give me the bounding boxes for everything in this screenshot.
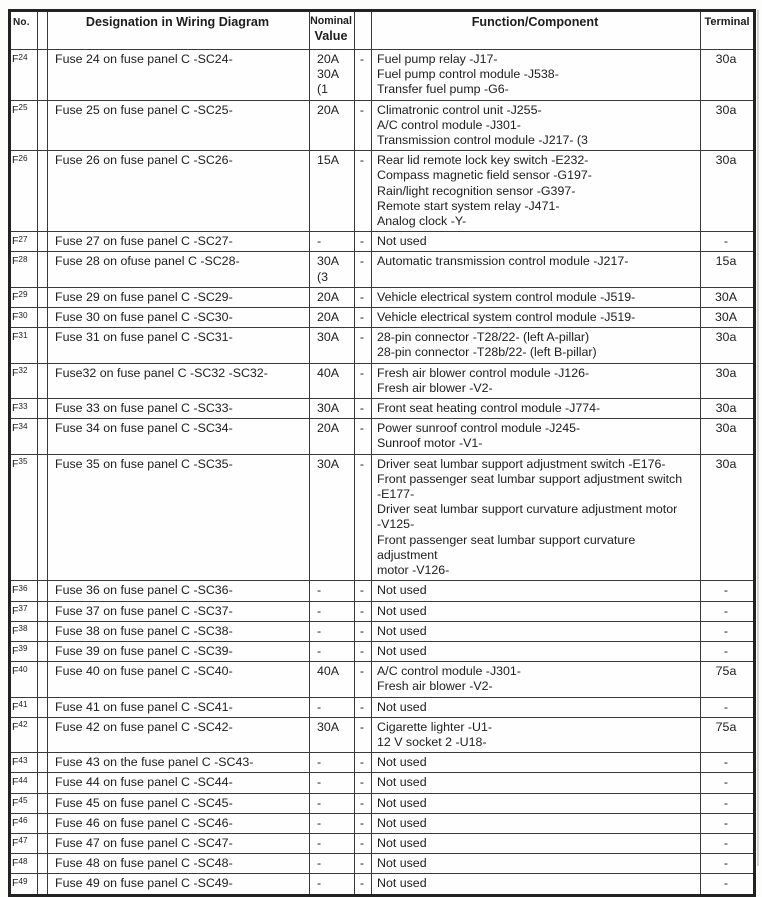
spacer-cell [38, 308, 48, 328]
table-row [10, 601, 755, 621]
spacer-cell [38, 399, 48, 419]
function-cell: Not used [372, 833, 701, 853]
terminal-cell: 30a [701, 454, 755, 581]
function-cell: Rear lid remote lock key switch -E232- Compass magnetic field sensor -G197- Rain/light recognition sensor -G397- Remote start system relay -J471- Analog clock -Y- [372, 151, 701, 232]
separator-cell: - [355, 399, 372, 419]
fuse-no-cell [10, 252, 38, 287]
fuse-no-prefix: F [12, 290, 19, 303]
nominal-value-cell: 30A [310, 328, 355, 363]
separator-cell: - [355, 753, 372, 773]
nominal-value-cell: 40A [310, 662, 355, 697]
spacer-cell [38, 601, 48, 621]
designation-cell: Fuse 27 on fuse panel C -SC27- [48, 232, 310, 252]
designation-cell: Fuse 39 on fuse panel C -SC39- [48, 641, 310, 661]
fuse-no-prefix: F [12, 700, 19, 713]
separator-cell: - [355, 328, 372, 363]
fuse-no-number: 28 [18, 254, 28, 264]
fuse-no-prefix: F [12, 665, 19, 678]
function-cell: Not used [372, 854, 701, 874]
fuse-no-cell [10, 717, 38, 752]
fuse-no-number: 44 [18, 775, 28, 785]
nominal-value-cell: - [310, 641, 355, 661]
fuse-no-number: 25 [18, 103, 28, 113]
designation-cell: Fuse 28 on ofuse panel C -SC28- [48, 252, 310, 287]
nominal-value-cell: - [310, 773, 355, 793]
table-row [10, 621, 755, 641]
table-row [10, 399, 755, 419]
nominal-value-cell: - [310, 753, 355, 773]
separator-cell: - [355, 662, 372, 697]
fuse-no-prefix: F [12, 53, 19, 65]
terminal-cell: 75a [701, 662, 755, 697]
table-row [10, 50, 755, 101]
fuse-no-prefix: F [12, 235, 19, 248]
designation-cell: Fuse 26 on fuse panel C -SC26- [48, 151, 310, 232]
table-row [10, 100, 755, 151]
spacer-cell [38, 287, 48, 307]
fuse-no-number: 40 [18, 664, 28, 674]
table-row [10, 252, 755, 287]
fuse-no-prefix: F [12, 836, 19, 849]
spacer-cell [38, 100, 48, 151]
nominal-value-cell: - [310, 813, 355, 833]
fuse-no-prefix: F [12, 644, 19, 657]
terminal-cell: - [701, 621, 755, 641]
table-row [10, 581, 755, 601]
designation-cell: Fuse 31 on fuse panel C -SC31- [48, 328, 310, 363]
separator-cell: - [355, 308, 372, 328]
separator-cell: - [355, 601, 372, 621]
spacer-cell [38, 328, 48, 363]
separator-cell: - [355, 854, 372, 874]
terminal-cell: - [701, 601, 755, 621]
fuse-no-prefix: F [12, 331, 19, 344]
nominal-value-cell: 30A [310, 717, 355, 752]
spacer-cell [38, 793, 48, 813]
fuse-no-prefix: F [12, 457, 19, 470]
spacer-cell [38, 874, 48, 895]
spacer-cell [38, 813, 48, 833]
terminal-cell: 30a [701, 419, 755, 454]
function-cell: Not used [372, 753, 701, 773]
designation-cell: Fuse 41 on fuse panel C -SC41- [48, 697, 310, 717]
function-cell: Not used [372, 874, 701, 895]
fuse-no-cell [10, 287, 38, 307]
designation-cell: Fuse 42 on fuse panel C -SC42- [48, 717, 310, 752]
function-cell: Not used [372, 773, 701, 793]
spacer-cell [38, 717, 48, 752]
header-separator [355, 11, 372, 50]
fuse-no-cell [10, 100, 38, 151]
nominal-value-cell: 20A [310, 419, 355, 454]
fuse-no-cell [10, 419, 38, 454]
fuse-assignment-table [8, 9, 756, 897]
fuse-no-number: 35 [18, 457, 28, 467]
separator-cell: - [355, 717, 372, 752]
fuse-no-prefix: F [12, 103, 19, 116]
table-header [10, 11, 755, 50]
fuse-no-cell [10, 697, 38, 717]
fuse-no-cell [10, 363, 38, 398]
function-cell: Not used [372, 581, 701, 601]
table-row [10, 697, 755, 717]
nominal-value-cell: 40A [310, 363, 355, 398]
header-spacer [38, 11, 48, 50]
fuse-no-cell [10, 621, 38, 641]
terminal-cell: 30a [701, 50, 755, 101]
fuse-no-number: 31 [18, 330, 28, 340]
fuse-no-number: 45 [18, 796, 28, 806]
fuse-no-number: 38 [18, 624, 28, 634]
header-no: No. [10, 11, 38, 50]
terminal-cell: - [701, 697, 755, 717]
fuse-no-prefix: F [12, 402, 19, 415]
fuse-no-prefix: F [12, 366, 19, 379]
function-cell: Vehicle electrical system control module -J519- [372, 287, 701, 307]
designation-cell: Fuse 38 on fuse panel C -SC38- [48, 621, 310, 641]
function-cell: 28-pin connector -T28/22- (left A-pillar) 28-pin connector -T28b/22- (left B-pillar) [372, 328, 701, 363]
fuse-no-prefix: F [12, 816, 19, 829]
spacer-cell [38, 363, 48, 398]
function-cell: Not used [372, 601, 701, 621]
nominal-value-cell: 20A [310, 287, 355, 307]
table-row [10, 717, 755, 752]
fuse-no-number: 41 [18, 700, 28, 710]
designation-cell: Fuse 40 on fuse panel C -SC40- [48, 662, 310, 697]
function-cell: Fresh air blower control module -J126- Fresh air blower -V2- [372, 363, 701, 398]
designation-cell: Fuse 25 on fuse panel C -SC25- [48, 100, 310, 151]
fuse-no-number: 42 [18, 720, 28, 730]
fuse-no-number: 34 [18, 421, 28, 431]
fuse-no-prefix: F [12, 756, 19, 769]
fuse-no-cell [10, 773, 38, 793]
fuse-no-cell [10, 308, 38, 328]
spacer-cell [38, 773, 48, 793]
fuse-no-cell [10, 50, 38, 101]
fuse-no-number: 46 [18, 816, 28, 826]
table-row [10, 454, 755, 581]
terminal-cell: - [701, 874, 755, 895]
nominal-value-cell: 15A [310, 151, 355, 232]
designation-cell: Fuse 49 on fuse panel C -SC49- [48, 874, 310, 895]
fuse-no-number: 33 [18, 401, 28, 411]
fuse-no-number: 24 [18, 52, 28, 62]
spacer-cell [38, 641, 48, 661]
separator-cell: - [355, 232, 372, 252]
fuse-no-cell [10, 854, 38, 874]
terminal-cell: 30a [701, 151, 755, 232]
page-edge-artifact [757, 10, 759, 866]
fuse-no-number: 29 [18, 290, 28, 300]
function-cell: Automatic transmission control module -J217- [372, 252, 701, 287]
fuse-no-cell [10, 641, 38, 661]
fuse-no-cell [10, 833, 38, 853]
separator-cell: - [355, 773, 372, 793]
separator-cell: - [355, 50, 372, 101]
table-row [10, 419, 755, 454]
fuse-no-prefix: F [12, 311, 19, 324]
table-row [10, 753, 755, 773]
table-row [10, 308, 755, 328]
designation-cell: Fuse 34 on fuse panel C -SC34- [48, 419, 310, 454]
table-row [10, 874, 755, 895]
spacer-cell [38, 50, 48, 101]
nominal-value-cell: - [310, 581, 355, 601]
function-cell: Not used [372, 621, 701, 641]
table-row [10, 363, 755, 398]
fuse-no-prefix: F [12, 624, 19, 637]
fuse-no-cell [10, 601, 38, 621]
fuse-no-prefix: F [12, 154, 19, 167]
fuse-no-prefix: F [12, 796, 19, 809]
function-cell: Not used [372, 232, 701, 252]
nominal-value-cell: 20A [310, 100, 355, 151]
fuse-no-cell [10, 399, 38, 419]
separator-cell: - [355, 419, 372, 454]
spacer-cell [38, 833, 48, 853]
designation-cell: Fuse 44 on fuse panel C -SC44- [48, 773, 310, 793]
fuse-no-number: 37 [18, 604, 28, 613]
fuse-no-number: 36 [18, 583, 28, 593]
spacer-cell [38, 854, 48, 874]
spacer-cell [38, 662, 48, 697]
function-cell: Cigarette lighter -U1- 12 V socket 2 -U18- [372, 717, 701, 752]
fuse-no-prefix: F [12, 584, 19, 597]
fuse-no-number: 26 [18, 153, 28, 163]
fuse-no-number: 47 [18, 836, 28, 846]
spacer-cell [38, 753, 48, 773]
fuse-no-cell [10, 753, 38, 773]
header-nominal-value [310, 11, 355, 50]
fuse-no-number: 43 [18, 755, 28, 765]
function-cell: Not used [372, 641, 701, 661]
separator-cell: - [355, 100, 372, 151]
fuse-no-prefix: F [12, 776, 19, 789]
separator-cell: - [355, 833, 372, 853]
fuse-no-prefix: F [12, 857, 19, 870]
spacer-cell [38, 419, 48, 454]
designation-cell: Fuse 46 on fuse panel C -SC46- [48, 813, 310, 833]
header-nominal-line1: Nominal [310, 15, 352, 27]
terminal-cell: 30a [701, 363, 755, 398]
nominal-value-cell: - [310, 601, 355, 621]
terminal-cell: 75a [701, 717, 755, 752]
spacer-cell [38, 232, 48, 252]
terminal-cell: 15a [701, 252, 755, 287]
nominal-value-cell: - [310, 833, 355, 853]
separator-cell: - [355, 641, 372, 661]
nominal-value-cell: - [310, 793, 355, 813]
table-row [10, 813, 755, 833]
fuse-no-number: 32 [18, 366, 28, 376]
designation-cell: Fuse 29 on fuse panel C -SC29- [48, 287, 310, 307]
designation-cell: Fuse 35 on fuse panel C -SC35- [48, 454, 310, 581]
spacer-cell [38, 621, 48, 641]
table-row [10, 151, 755, 232]
spacer-cell [38, 252, 48, 287]
designation-cell: Fuse 43 on the fuse panel C -SC43- [48, 753, 310, 773]
nominal-value-cell: - [310, 854, 355, 874]
fuse-no-number: 27 [18, 234, 28, 244]
separator-cell: - [355, 793, 372, 813]
terminal-cell: 30a [701, 100, 755, 151]
fuse-no-prefix: F [12, 255, 19, 268]
function-cell: A/C control module -J301- Fresh air blower -V2- [372, 662, 701, 697]
designation-cell: Fuse 36 on fuse panel C -SC36- [48, 581, 310, 601]
terminal-cell: - [701, 581, 755, 601]
table-row [10, 662, 755, 697]
header-designation: Designation in Wiring Diagram [48, 11, 310, 50]
designation-cell: Fuse 47 on fuse panel C -SC47- [48, 833, 310, 853]
function-cell: Not used [372, 793, 701, 813]
terminal-cell: 30a [701, 399, 755, 419]
fuse-no-cell [10, 581, 38, 601]
fuse-no-cell [10, 874, 38, 895]
fuse-no-prefix: F [12, 422, 19, 435]
function-cell: Vehicle electrical system control module -J519- [372, 308, 701, 328]
spacer-cell [38, 151, 48, 232]
separator-cell: - [355, 874, 372, 895]
table-row [10, 773, 755, 793]
fuse-no-number: 30 [18, 310, 28, 320]
table-row [10, 328, 755, 363]
designation-cell: Fuse 48 on fuse panel C -SC48- [48, 854, 310, 874]
table-row [10, 833, 755, 853]
table-row [10, 793, 755, 813]
function-cell: Not used [372, 697, 701, 717]
separator-cell: - [355, 813, 372, 833]
function-cell: Not used [372, 813, 701, 833]
header-nominal-line2: Value [314, 29, 348, 44]
fuse-no-prefix: F [12, 720, 19, 733]
terminal-cell: - [701, 773, 755, 793]
nominal-value-cell: 30A [310, 454, 355, 581]
function-cell: Front seat heating control module -J774- [372, 399, 701, 419]
separator-cell: - [355, 287, 372, 307]
fuse-no-cell [10, 328, 38, 363]
terminal-cell: - [701, 854, 755, 874]
fuse-table-body [10, 50, 755, 896]
terminal-cell: 30A [701, 308, 755, 328]
function-cell: Power sunroof control module -J245- Sunroof motor -V1- [372, 419, 701, 454]
fuse-no-cell [10, 454, 38, 581]
fuse-no-prefix: F [12, 877, 19, 890]
nominal-value-cell: - [310, 232, 355, 252]
designation-cell: Fuse 24 on fuse panel C -SC24- [48, 50, 310, 101]
fuse-no-cell [10, 793, 38, 813]
spacer-cell [38, 697, 48, 717]
terminal-cell: - [701, 793, 755, 813]
separator-cell: - [355, 363, 372, 398]
fuse-no-number: 39 [18, 644, 28, 654]
fuse-no-number: 49 [18, 876, 28, 886]
designation-cell: Fuse32 on fuse panel C -SC32 -SC32- [48, 363, 310, 398]
terminal-cell: - [701, 813, 755, 833]
fuse-no-cell [10, 813, 38, 833]
table-row [10, 641, 755, 661]
terminal-cell: 30a [701, 328, 755, 363]
terminal-cell: - [701, 232, 755, 252]
table-row [10, 232, 755, 252]
terminal-cell: - [701, 833, 755, 853]
separator-cell: - [355, 151, 372, 232]
function-cell: Climatronic control unit -J255- A/C control module -J301- Transmission control module -J217- (3 [372, 100, 701, 151]
nominal-value-cell: - [310, 621, 355, 641]
designation-cell: Fuse 30 on fuse panel C -SC30- [48, 308, 310, 328]
separator-cell: - [355, 621, 372, 641]
spacer-cell [38, 454, 48, 581]
nominal-value-cell: 20A 30A (1 [310, 50, 355, 101]
fuse-no-prefix: F [12, 604, 19, 617]
fuse-no-cell [10, 151, 38, 232]
function-cell: Fuel pump relay -J17- Fuel pump control module -J538- Transfer fuel pump -G6- [372, 50, 701, 101]
header-function: Function/Component [372, 11, 701, 50]
separator-cell: - [355, 581, 372, 601]
nominal-value-cell: 30A (3 [310, 252, 355, 287]
designation-cell: Fuse 33 on fuse panel C -SC33- [48, 399, 310, 419]
spacer-cell [38, 581, 48, 601]
fuse-no-cell [10, 232, 38, 252]
function-cell: Driver seat lumbar support adjustment switch -E176- Front passenger seat lumbar support adjustment switch -E177- Driver seat lumbar support curvature adjustment motor -V125- Front passenger seat lumbar support curvature adjustment motor -V126- [372, 454, 701, 581]
nominal-value-cell: 20A [310, 308, 355, 328]
nominal-value-cell: - [310, 697, 355, 717]
separator-cell: - [355, 454, 372, 581]
header-terminal: Terminal [701, 11, 755, 50]
table-row [10, 854, 755, 874]
fuse-no-cell [10, 662, 38, 697]
nominal-value-cell: - [310, 874, 355, 895]
nominal-value-cell: 30A [310, 399, 355, 419]
separator-cell: - [355, 697, 372, 717]
terminal-cell: - [701, 753, 755, 773]
designation-cell: Fuse 45 on fuse panel C -SC45- [48, 793, 310, 813]
header-row [10, 11, 755, 50]
terminal-cell: - [701, 641, 755, 661]
table-row [10, 287, 755, 307]
fuse-no-number: 48 [18, 856, 28, 866]
terminal-cell: 30A [701, 287, 755, 307]
designation-cell: Fuse 37 on fuse panel C -SC37- [48, 601, 310, 621]
separator-cell: - [355, 252, 372, 287]
